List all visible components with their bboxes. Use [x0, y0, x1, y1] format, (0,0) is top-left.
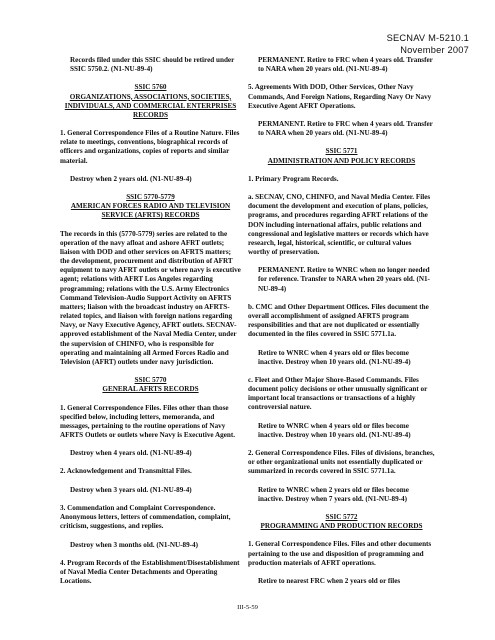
document-date: November 2007	[400, 45, 469, 55]
left-column	[60, 56, 241, 595]
disposition-destroy-2-years: Destroy when 2 years old. (N1-NU-89-4)	[70, 174, 192, 183]
ssic-number: SSIC 5770-5779	[126, 193, 175, 202]
ssic-number: SSIC 5772	[325, 513, 358, 521]
paragraph-acknowledgement-transmittal: 2. Acknowledgement and Transmittal Files.	[60, 467, 192, 476]
disposition-destroy-3-months: Destroy when 3 months old. (N1-NU-89-4)	[70, 540, 198, 549]
section-heading-ssic-5772	[248, 513, 435, 531]
paragraph-cmc-other-offices: b. CMC and Other Department Offices. Files document the overall accomplishment of assigned AFRTS program responsibilities and that are not duplicated or essentially documented in the files covered in SSIC 5771.1a.	[248, 302, 429, 339]
section-heading-ssic-5770	[60, 376, 241, 394]
paragraph-general-correspondence-programming: 1. General Correspondence Files. Files and other documents pertaining to the use and disposition of programming and production materials of AFRT operations.	[248, 540, 432, 567]
ssic-number: SSIC 5771	[325, 147, 358, 156]
paragraph-program-records: 4. Program Records of the Establishment/Disestablishment of Naval Media Center Detachments and Operating Locations.	[60, 558, 240, 586]
disposition-retire-nearest-frc: Retire to nearest FRC when 2 years old or files	[258, 576, 401, 585]
disposition-permanent-frc-4-years-b: PERMANENT. Retire to FRC when 4 years old. Transfer to NARA when 20 years old. (N1-NU-89-4)	[258, 119, 433, 138]
disposition-destroy-3-years: Destroy when 3 years old. (N1-NU-89-4)	[70, 485, 192, 494]
ssic-title: AMERICAN FORCES RADIO AND TELEVISION SERVICE (AFRTS) RECORDS	[70, 202, 231, 220]
disposition-permanent-frc-4-years-a: PERMANENT. Retire to FRC when 4 years old. Transfer to NARA when 20 years old. (N1-NU-89-4)	[258, 56, 433, 74]
ssic-number: SSIC 5760	[134, 83, 167, 92]
paragraph-general-correspondence-routine: 1. General Correspondence Files of a Routine Nature. Files relate to meetings, conventions, biographical records of officers and organizations, copies of reports and similar material.	[60, 129, 240, 165]
section-heading-ssic-5760	[60, 83, 241, 120]
paragraph-general-correspondence-divisions: 2. General Correspondence Files. Files of divisions, branches, or other organizational units not essentially duplicated or summarized in records covered in SSIC 5771.1a.	[248, 449, 435, 476]
disposition-retire-wnrc-4-years-b: Retire to WNRC when 4 years old or files become inactive. Destroy when 10 years old. (N1-NU-89-4)	[258, 421, 411, 439]
ssic-title: ORGANIZATIONS, ASSOCIATIONS, SOCIETIES, INDIVIDUALS, AND COMMERCIAL ENTERPRISES RECORDS	[64, 92, 237, 119]
paragraph-general-correspondence-files: 1. General Correspondence Files. Files other than those specified below, including letters, memoranda, and messages, pertaining to the routine operations of Navy AFRTS Outlets or outlets where Navy is Executive Agent.	[60, 403, 236, 439]
page-number: III-5-59	[237, 604, 258, 611]
section-heading-ssic-5771	[248, 147, 435, 165]
paragraph-secnav-cno-chinfo: a. SECNAV, CNO, CHINFO, and Naval Media Center. Files document the development and execution of plans, policies, programs, and procedures regarding AFRT relations of the DON including international affairs, public relations and congressional and legislative matters or records which have research, legal, historical, scientific, or cultural values worthy of preservation.	[248, 193, 431, 256]
paragraph-commendation-complaint: 3. Commendation and Complaint Correspondence. Anonymous letters, letters of commendation, complaint, criticism, suggestions, and replies.	[60, 503, 231, 531]
ssic-title: GENERAL AFRTS RECORDS	[102, 385, 199, 394]
paragraph-primary-program-records: 1. Primary Program Records.	[248, 174, 339, 183]
ssic-title: ADMINISTRATION AND POLICY RECORDS	[267, 156, 416, 165]
ssic-number: SSIC 5770	[134, 376, 167, 385]
right-column	[248, 56, 435, 595]
ssic-title: PROGRAMMING AND PRODUCTION RECORDS	[260, 522, 423, 531]
disposition-permanent-wnrc: PERMANENT. Retire to WNRC when no longer needed for reference. Transfer to NARA when 20 years old. (N1-NU-89-4)	[258, 266, 430, 293]
paragraph-afrts-description: The records in this (5770-5779) series are related to the operation of the navy afloat and ashore AFRT outlets; liaison with DOD and other services on AFRTS matters; the development, procurement and distribution of AFRT equipment to navy AFRT outlets or where navy is executive agent; relations with AFRT Los Angeles regarding programming; relations with the U.S. Army Electronics Command Television-Audio Support Activity on AFRTS matters; liaison with the broadcast industry on AFRTS-related topics, and liaison with foreign nations regarding Navy, or Navy Executive Agency, AFRT outlets. SECNAV-approved establishment of the Naval Media Center, under the supervision of CHINFO, who is responsible for operating and maintaining all Armed Forces Radio and Television (AFRT) outlets under navy jurisdiction.	[60, 229, 241, 366]
page-header	[387, 32, 469, 56]
paragraph-agreements-dod: 5. Agreements With DOD, Other Services, Other Navy Commands, And Foreign Nations, Regarding Navy Or Navy Executive Agent AFRT Operations.	[248, 83, 432, 110]
disposition-retire-wnrc-4-years-a: Retire to WNRC when 4 years old or files become inactive. Destroy when 10 years old. (N1-NU-89-4)	[258, 348, 411, 366]
disposition-destroy-4-years: Destroy when 4 years old. (N1-NU-89-4)	[70, 449, 192, 458]
disposition-retire-wnrc-2-years: Retire to WNRC when 2 years old or files become inactive. Destroy when 7 years old. (N1-NU-89-4)	[258, 485, 409, 503]
section-heading-ssic-5770-5779	[60, 193, 241, 220]
disposition-records-filed-under: Records filed under this SSIC should be retired under SSIC 5750.2. (N1-NU-89-4)	[70, 56, 235, 74]
document-number: SECNAV M-5210.1	[386, 33, 469, 43]
paragraph-fleet-major-shore: c. Fleet and Other Major Shore-Based Commands. Files document policy decisions or other unusually significant or important local transactions or transactions of a highly controversial nature.	[248, 375, 428, 412]
